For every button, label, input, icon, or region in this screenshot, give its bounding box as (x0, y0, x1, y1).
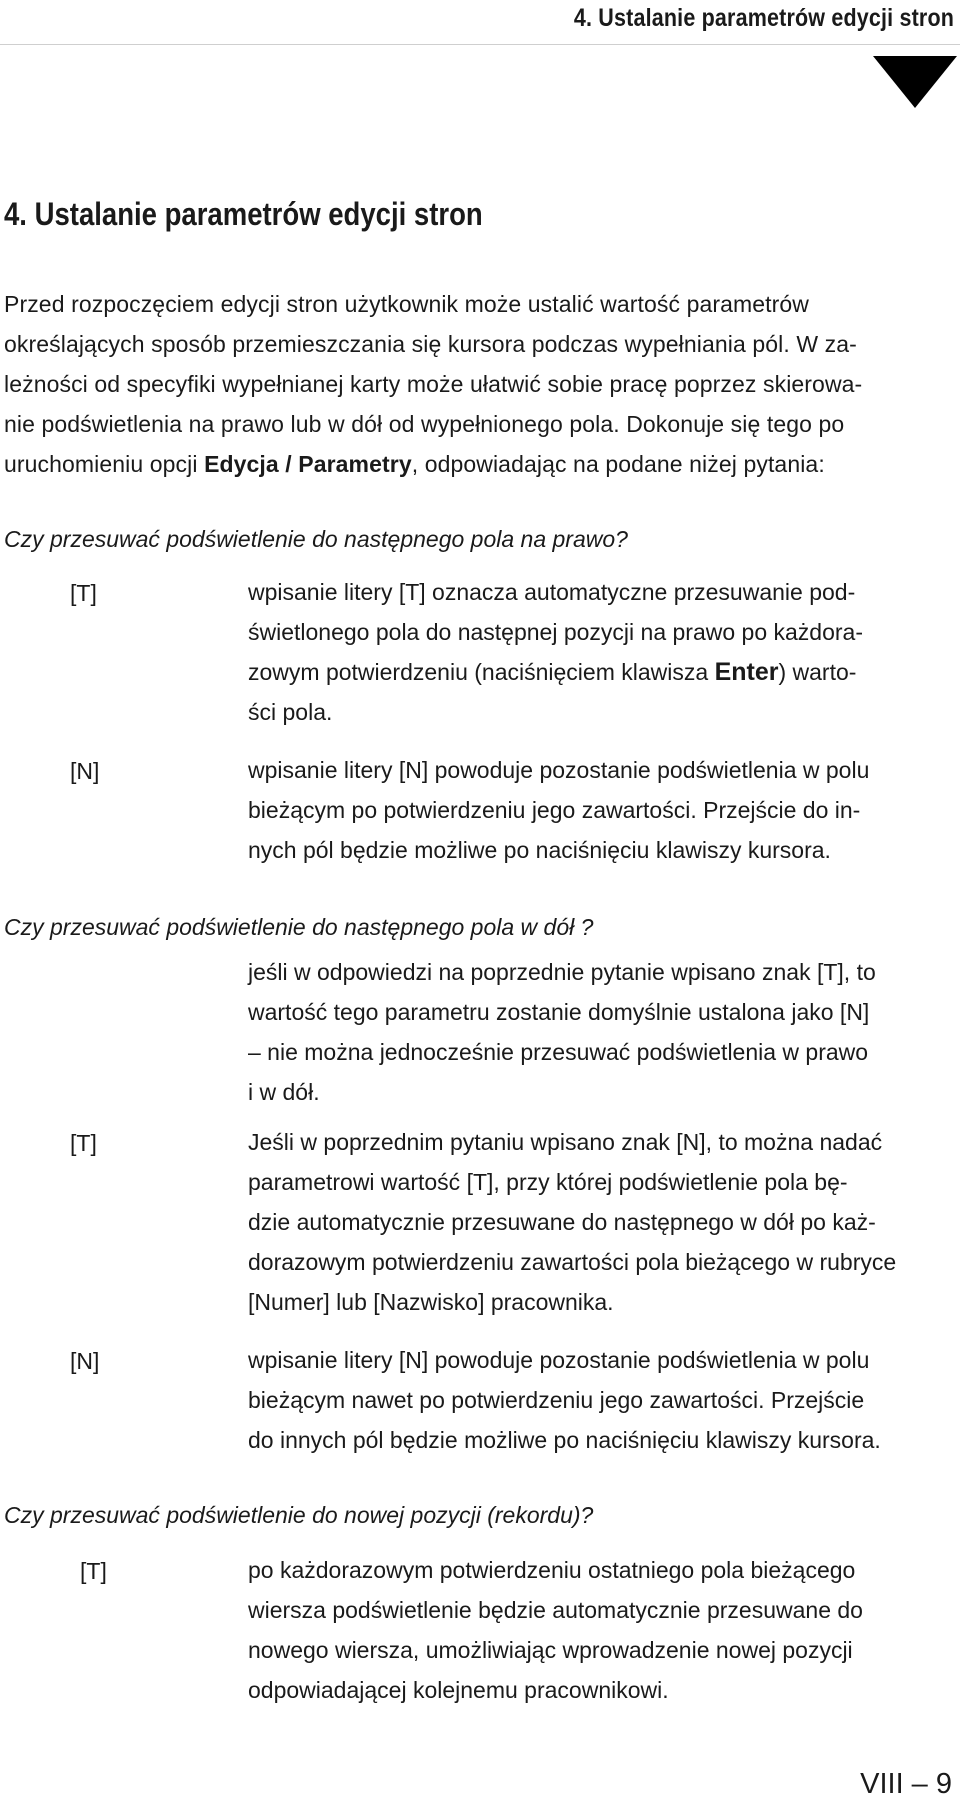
desc-text: ) warto- (778, 659, 857, 685)
intro-line: nie podświetlenia na prawo lub w dół od wypełnionego pola. Dokonuje się tego po (4, 411, 845, 437)
intro-line (4, 444, 954, 484)
desc-line: wpisanie litery [N] powoduje pozostanie podświetlenia w polu (248, 757, 870, 783)
desc-line: odpowiadającej kolejnemu pracownikowi. (248, 1677, 669, 1703)
desc-line: ści pola. (248, 699, 333, 725)
desc-line: jeśli w odpowiedzi na poprzednie pytanie wpisano znak [T], to (248, 959, 876, 985)
desc-line: parametrowi wartość [T], przy której podświetlenie pola bę- (248, 1169, 848, 1195)
header-bar (0, 0, 960, 45)
desc-line: do innych pól będzie możliwe po naciśnięciu klawiszy kursora. (248, 1427, 881, 1453)
option-description (248, 572, 953, 732)
option-description (248, 1340, 953, 1460)
option-description (248, 1122, 953, 1322)
desc-line: nowego wiersza, umożliwiając wprowadzenie nowej pozycji (248, 1637, 853, 1663)
intro-line: leżności od specyfiki wypełnianej karty może ułatwić sobie pracę poprzez skierowa- (4, 371, 863, 397)
desc-line: świetlonego pola do następnej pozycji na prawo po każdora- (248, 619, 864, 645)
desc-line: nych pól będzie możliwe po naciśnięciu klawiszy kursora. (248, 837, 831, 863)
question-2: Czy przesuwać podświetlenie do następnego pola w dół ? (4, 914, 594, 940)
desc-line: wpisanie litery [T] oznacza automatyczne przesuwanie pod- (248, 579, 856, 605)
menu-option-name: Edycja / Parametry (204, 451, 412, 477)
desc-line: bieżącym po potwierdzeniu jego zawartości. Przejście do in- (248, 797, 861, 823)
option-code-n: [N] (70, 758, 100, 784)
desc-line: dorazowym potwierdzeniu zawartości pola bieżącego w rubryce (248, 1249, 897, 1275)
option-code-t: [T] (70, 580, 97, 606)
desc-line: wpisanie litery [N] powoduje pozostanie podświetlenia w polu (248, 1347, 870, 1373)
down-triangle-icon (873, 56, 957, 108)
question-3: Czy przesuwać podświetlenie do nowej pozycji (rekordu)? (4, 1502, 594, 1528)
desc-line: [Numer] lub [Nazwisko] pracownika. (248, 1289, 614, 1315)
desc-line: wartość tego parametru zostanie domyślnie ustalona jako [N] (248, 999, 870, 1025)
desc-line: i w dół. (248, 1079, 320, 1105)
option-code-t: [T] (80, 1558, 107, 1584)
option-description (248, 750, 953, 870)
question-1: Czy przesuwać podświetlenie do następnego pola na prawo? (4, 526, 628, 552)
page-number: VIII – 9 (860, 1768, 952, 1800)
desc-line: dzie automatycznie przesuwane do następnego w dół po każ- (248, 1209, 876, 1235)
desc-line: po każdorazowym potwierdzeniu ostatniego pola bieżącego (248, 1557, 856, 1583)
desc-text: zowym potwierdzeniu (naciśnięciem klawisza (248, 659, 715, 685)
desc-line: bieżącym nawet po potwierdzeniu jego zawartości. Przejście (248, 1387, 865, 1413)
intro-text: , odpowiadając na podane niżej pytania: (411, 451, 825, 477)
desc-line: – nie można jednocześnie przesuwać podświetlenia w prawo (248, 1039, 869, 1065)
desc-line: Jeśli w poprzednim pytaniu wpisano znak [N], to można nadać (248, 1129, 883, 1155)
running-head: 4. Ustalanie parametrów edycji stron (573, 4, 954, 32)
intro-line: Przed rozpoczęciem edycji stron użytkownik może ustalić wartość parametrów (4, 291, 810, 317)
desc-line: wiersza podświetlenie będzie automatycznie przesuwane do (248, 1597, 863, 1623)
option-code-n: [N] (70, 1348, 100, 1374)
chapter-title: 4. Ustalanie parametrów edycji stron (4, 196, 483, 232)
enter-key-label: Enter (714, 658, 779, 686)
option-code-t: [T] (70, 1130, 97, 1156)
desc-line (248, 652, 953, 692)
option-description (248, 1550, 953, 1710)
intro-paragraph (4, 284, 954, 484)
option-note (248, 952, 953, 1112)
intro-text: uruchomieniu opcji (4, 451, 205, 477)
intro-line: określających sposób przemieszczania się kursora podczas wypełniania pól. W za- (4, 331, 857, 357)
